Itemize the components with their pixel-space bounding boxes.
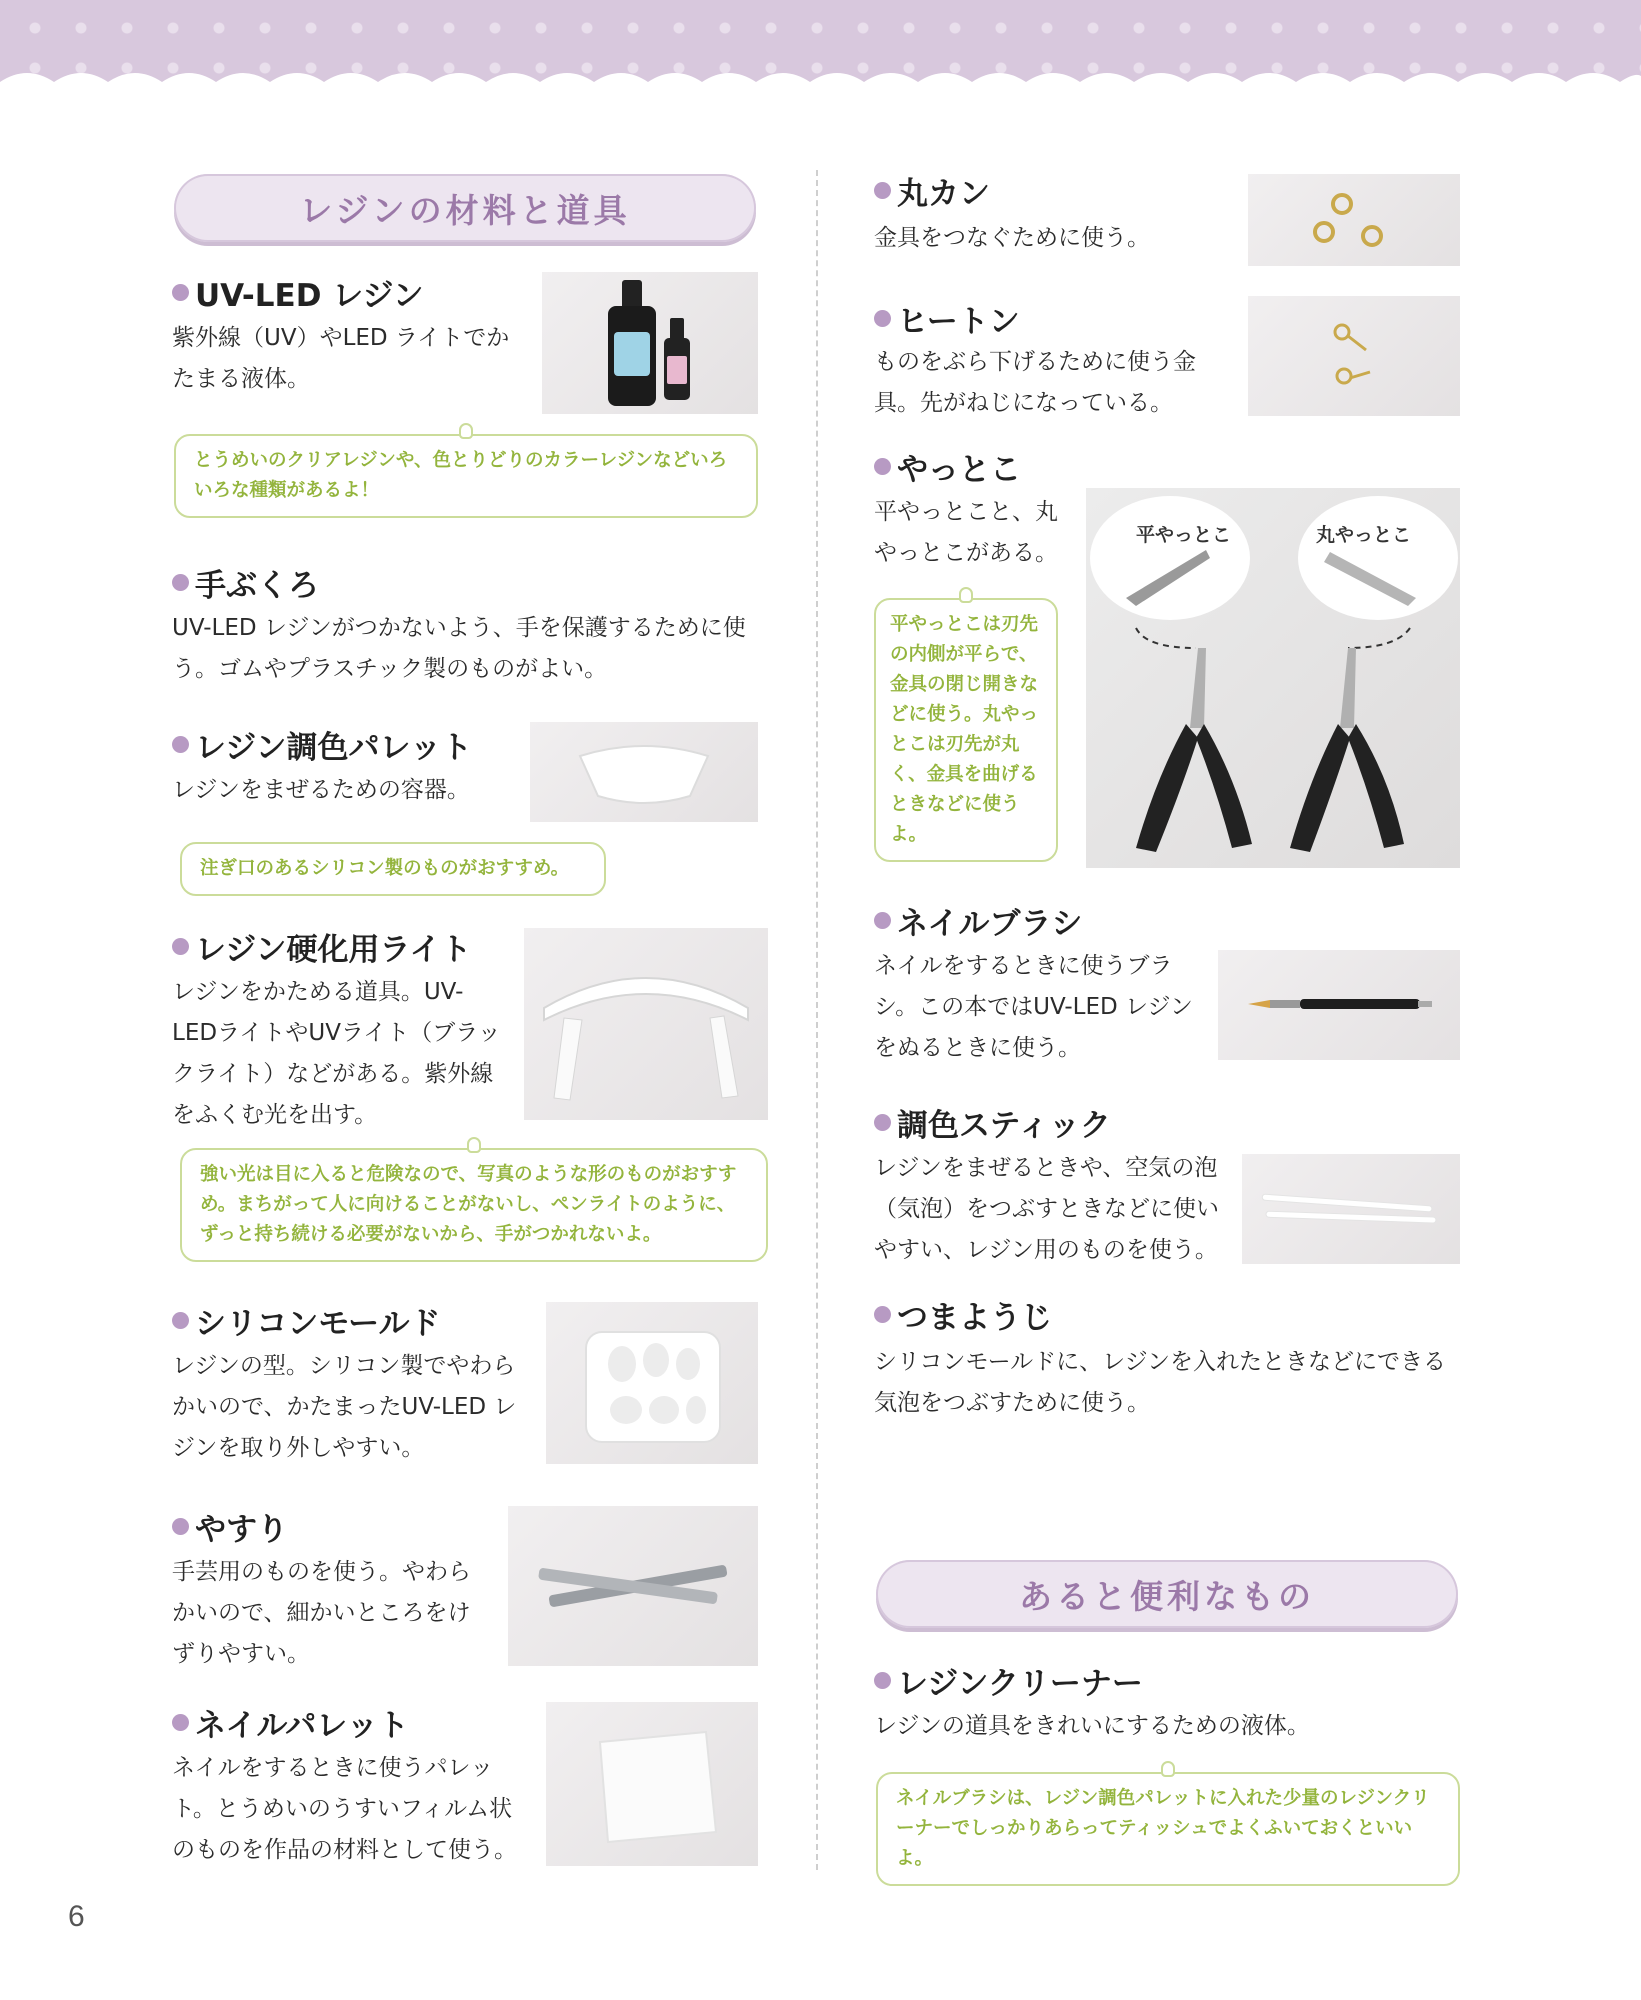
note-palette (180, 842, 606, 896)
photo-nail-brush (1218, 950, 1460, 1060)
bullet-icon (172, 736, 189, 753)
item-title-text: 手ぶくろ (195, 568, 319, 604)
note-knot-icon (467, 1137, 481, 1153)
photo-stirring-stick (1242, 1154, 1460, 1264)
item-title-uvled (172, 270, 424, 315)
photo-file (508, 1506, 758, 1666)
bullet-icon (874, 912, 891, 929)
bullet-icon (172, 1714, 189, 1731)
item-title-cleaner (874, 1658, 1143, 1703)
bullet-icon (172, 1312, 189, 1329)
item-title-gloves (172, 560, 319, 605)
item-title-text: やっとこ (897, 452, 1021, 488)
label-flat-pliers: 平やっとこ (1136, 524, 1232, 546)
item-desc-light: レジンをかためる道具。UV-LEDライトやUVライト（ブラックライト）などがある。紫外線をふくむ光を出す。 (172, 979, 501, 1128)
item-title-text: つまようじ (897, 1300, 1052, 1336)
photo-curing-light (524, 928, 768, 1120)
note-knot-icon (959, 587, 973, 603)
item-title-pliers (874, 444, 1021, 489)
item-desc-file: 手芸用のものを使う。やわらかいので、細かいところをけずりやすい。 (172, 1559, 471, 1667)
item-title-text: ネイルブラシ (897, 906, 1083, 942)
section-title-materials: レジンの材料と道具 (174, 174, 756, 242)
note-cleaner (876, 1772, 1460, 1886)
bullet-icon (172, 938, 189, 955)
photo-nail-palette (546, 1702, 758, 1866)
label-round-pliers: 丸やっとこ (1316, 524, 1412, 546)
item-desc-mold: レジンの型。シリコン製でやわらかいので、かたまったUV-LED レジンを取り外しやすい。 (172, 1353, 517, 1461)
item-title-text: ヒートン (897, 304, 1020, 340)
note-text: 平やっとこは刃先の内側が平らで、金具の閉じ開きなどに使う。丸やっとこは刃先が丸く、金具を曲げるときなどに使うよ。 (890, 614, 1039, 845)
item-title-text: レジン調色パレット (195, 730, 473, 766)
scallop-edge (0, 70, 1641, 100)
item-desc-gloves: UV-LED レジンがつかないよう、手を保護するために使う。ゴムやプラスチック製のものがよい。 (172, 615, 746, 682)
bullet-icon (172, 574, 189, 591)
item-desc-cleaner: レジンの道具をきれいにするための液体。 (874, 1713, 1310, 1739)
bullet-icon (874, 1306, 891, 1323)
note-knot-icon (1161, 1761, 1175, 1777)
section-title-handy: あると便利なもの (876, 1560, 1458, 1628)
item-title-jumpring (874, 168, 990, 213)
note-uvled (174, 434, 758, 518)
item-title-text: シリコンモールド (195, 1306, 441, 1342)
item-desc-palette: レジンをまぜるための容器。 (172, 777, 470, 803)
item-desc-jumpring: 金具をつなぐために使う。 (874, 225, 1150, 251)
bullet-icon (874, 310, 891, 327)
item-title-stick (874, 1100, 1111, 1145)
bullet-icon (874, 1114, 891, 1131)
note-text: 注ぎ口のあるシリコン製のものがおすすめ。 (200, 858, 570, 879)
photo-jump-ring (1248, 174, 1460, 266)
item-desc-toothpick: シリコンモールドに、レジンを入れたときなどにできる気泡をつぶすために使う。 (874, 1349, 1447, 1416)
item-title-eyepin (874, 296, 1020, 341)
item-title-text: レジン硬化用ライト (195, 932, 472, 968)
item-title-light (172, 924, 472, 969)
item-title-mold (172, 1298, 441, 1343)
photo-resin-palette (530, 722, 758, 822)
item-desc-uvled: 紫外線（UV）やLED ライトでかたまる液体。 (172, 325, 510, 392)
photo-eyepin (1248, 296, 1460, 416)
bullet-icon (172, 1518, 189, 1535)
item-desc-eyepin: ものをぶら下げるために使う金具。先がねじになっている。 (874, 349, 1196, 416)
photo-uvled-resin (542, 272, 758, 414)
note-light (180, 1148, 768, 1262)
item-desc-nailpalette: ネイルをするときに使うパレット。とうめいのうすいフィルム状のものを作品の材料として使う。 (172, 1755, 517, 1863)
bullet-icon (874, 182, 891, 199)
item-title-toothpick (874, 1292, 1052, 1337)
item-title-nailpalette (172, 1700, 409, 1745)
item-title-file (172, 1504, 288, 1549)
bullet-icon (172, 284, 189, 301)
photo-silicone-mold (546, 1302, 758, 1464)
column-divider (816, 170, 818, 1870)
item-title-text: やすり (195, 1512, 288, 1548)
item-title-text: UV-LED レジン (195, 278, 424, 314)
note-knot-icon (459, 423, 473, 439)
item-title-text: ネイルパレット (195, 1708, 409, 1744)
item-desc-pliers: 平やっとこと、丸やっとこがある。 (874, 499, 1058, 566)
bullet-icon (874, 458, 891, 475)
item-title-text: レジンクリーナー (897, 1666, 1143, 1702)
item-title-text: 調色スティック (897, 1108, 1111, 1144)
item-title-nailbrush (874, 898, 1082, 943)
item-title-text: 丸カン (897, 176, 990, 212)
note-text: とうめいのクリアレジンや、色とりどりのカラーレジンなどいろいろな種類があるよ！ (194, 450, 728, 501)
item-desc-nailbrush: ネイルをするときに使うブラシ。この本ではUV-LED レジンをぬるときに使う。 (874, 953, 1193, 1061)
note-text: 強い光は目に入ると危険なので、写真のような形のものがおすすめ。まちがって人に向けることがないし、ペンライトのように、ずっと持ち続ける必要がないから、手がつかれないよ。 (200, 1164, 737, 1245)
note-pliers (874, 598, 1058, 862)
bullet-icon (874, 1672, 891, 1689)
item-title-palette (172, 722, 472, 767)
note-text: ネイルブラシは、レジン調色パレットに入れた少量のレジンクリーナーでしっかりあらってティッシュでよくふいておくといいよ。 (896, 1788, 1430, 1869)
page-number: 6 (68, 1900, 85, 1933)
item-desc-stick: レジンをまぜるときや、空気の泡（気泡）をつぶすときなどに使いやすい、レジン用のものを使う。 (874, 1155, 1219, 1263)
